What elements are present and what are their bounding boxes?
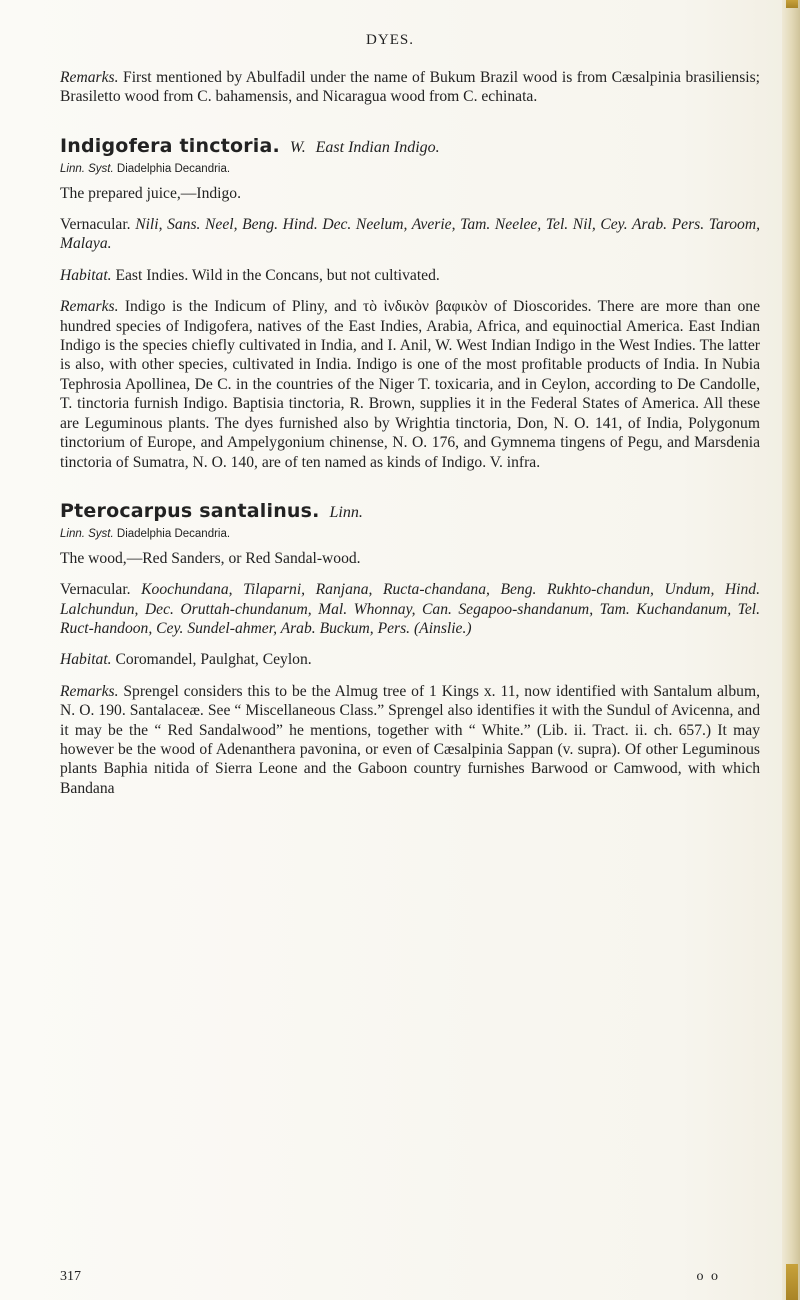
indigofera-vernacular-label: Vernacular. <box>60 216 131 234</box>
page-footer <box>60 1269 760 1289</box>
pterocarpus-author: Linn. <box>329 503 363 521</box>
indigofera-common-name: East Indian Indigo. <box>315 138 440 156</box>
indigofera-vernacular <box>60 215 760 254</box>
indigofera-remarks-text: Indigo is the Indicum of Pliny, and τὸ ἰνδικὸν βαφικὸν of Dioscorides. There are more than one hundred species of Indigofera, natives of the East Indies, Arabia, Africa, and equinoctial America. East Indian Indigo is the species chiefly cultivated in India, and I. Anil, W. West Indian Indigo in the West Indies. The latter is also, with other species, cultivated in India. Indigo is one of the most profitable products of India. In Nubia Tephrosia Apollinea, De C. in the countries of the Niger T. toxicaria, and in Ceylon, according to De Candolle, T. tinctoria furnish Indigo. Baptisia tinctoria, R. Brown, supplies it in the Federal States of America. All these are Leguminous plants. The dyes furnished also by Wrightia tinctoria, Don, N. O. 141, of India, Polygonum tinctorium of Europe, and Ampelygonium chinense, N. O. 176, and Gymnema tingens of Pegu, and Marsdenia tinctoria of Sumatra, N. O. 140, are of ten named as kinds of Indigo. V. infra. <box>60 298 760 471</box>
pterocarpus-vernacular-label: Vernacular. <box>60 581 131 599</box>
intro-remarks-label: Remarks. <box>60 69 119 86</box>
intro-remarks-text: First mentioned by Abulfadil under the name of Bukum Brazil wood is from Cæsalpinia brasiliensis; Brasiletto wood from C. bahamensis, and Nicaragua wood from C. echinata. <box>60 69 760 106</box>
indigofera-remarks <box>60 297 760 472</box>
pterocarpus-title: Pterocarpus santalinus. <box>60 499 320 522</box>
body-text <box>60 68 760 798</box>
indigofera-author: W. <box>289 138 306 156</box>
binding-corner-bottom <box>786 1264 798 1300</box>
pterocarpus-vernacular <box>60 580 760 638</box>
pterocarpus-habitat-label: Habitat. <box>60 651 112 669</box>
pterocarpus-linnaean-system <box>60 525 760 544</box>
binding-corner-top <box>786 0 798 8</box>
intro-paragraph <box>60 68 760 107</box>
indigofera-product: The prepared juice,—Indigo. <box>60 184 241 202</box>
pterocarpus-remarks-text: Sprengel considers this to be the Almug tree of 1 Kings x. 11, now identified with Santalum album, N. O. 190. Santalaceæ. See “ Miscellaneous Class.” Sprengel also identifies it with the Sundul of Avicenna, and it may be the “ Red Sandalwood” he mentions, together with “ White.” (Lib. ii. Tract. ii. ch. 657.) It may however be the wood of Adenanthera pavonina, or even of Cæsalpinia Sappan (v. supra). Of other Leguminous plants Baphia nitida of Sierra Leone and the Gaboon country furnishes Barwood or Camwood, with which Bandana <box>60 682 760 797</box>
indigofera-remarks-label: Remarks. <box>60 298 119 316</box>
pterocarpus-vernacular-text: Koochundana, Tilaparni, Ranjana, Ructa-chandana, Beng. Rukhto-chandun, Undum, Hind. Lalchundun, Dec. Oruttah-chundanum, Mal. Whonnay, Can. Segapoo-shandanum, Tam. Kuchandanum, Tel. Ruct-handoon, Cey. Sundel-ahmer, Arab. Buckum, Pers. (Ainslie.) <box>60 581 760 637</box>
pterocarpus-product: The wood,—Red Sanders, or Red Sandal-wood. <box>60 549 361 567</box>
indigofera-title: Indigofera tinctoria. <box>60 134 280 157</box>
pterocarpus-heading <box>60 499 760 522</box>
signature-mark: o o <box>696 1269 720 1284</box>
pterocarpus-habitat <box>60 650 760 669</box>
pterocarpus-linn-label: Linn. Syst. <box>60 528 114 541</box>
indigofera-habitat <box>60 266 760 285</box>
page-binding-edge <box>782 0 800 1300</box>
running-head: DYES. <box>366 32 414 48</box>
indigofera-habitat-text: East Indies. Wild in the Concans, but not cultivated. <box>115 266 440 284</box>
page-number: 317 <box>60 1269 81 1284</box>
pterocarpus-habitat-text: Coromandel, Paulghat, Ceylon. <box>115 651 312 669</box>
pterocarpus-linn-class: Diadelphia Decandria. <box>116 528 231 541</box>
indigofera-vernacular-text: Nili, Sans. Neel, Beng. Hind. Dec. Neelum, Averie, Tam. Neelee, Tel. Nil, Cey. Arab. Pers. Taroom, Malaya. <box>60 216 760 253</box>
indigofera-habitat-label: Habitat. <box>60 266 112 284</box>
indigofera-linn-class: Diadelphia Decandria. <box>116 163 231 176</box>
indigofera-heading <box>60 134 760 157</box>
pterocarpus-remarks-label: Remarks. <box>60 682 119 700</box>
pterocarpus-remarks <box>60 682 760 798</box>
indigofera-linnaean-system <box>60 160 760 179</box>
indigofera-linn-label: Linn. Syst. <box>60 163 114 176</box>
